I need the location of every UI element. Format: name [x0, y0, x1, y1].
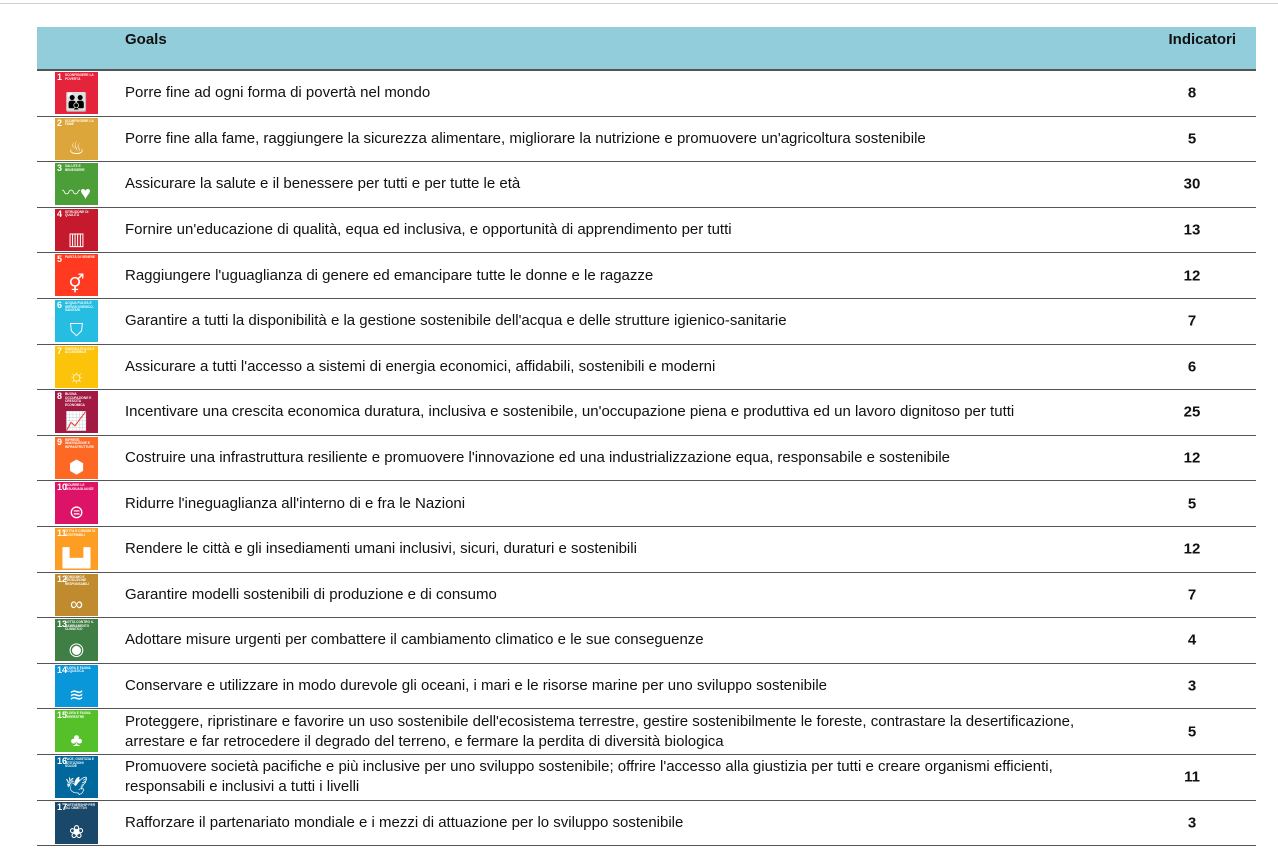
goal-description: Ridurre l'ineguaglianza all'interno di e fra le Nazioni — [125, 494, 466, 512]
table-row — [37, 436, 1256, 482]
dove-icon: 🕊 — [65, 775, 88, 796]
bowl-icon: ♨ — [68, 137, 85, 158]
sdg-icon-label: ENERGIA PULITA E ACCESSIBILE — [65, 346, 95, 355]
sdg-number: 4 — [57, 208, 63, 219]
indicator-count: 3 — [1187, 814, 1197, 832]
tree-icon: ♣ — [70, 730, 83, 751]
sdg-icon-label: PARTNERSHIP PER GLI OBIETTIVI — [65, 802, 95, 811]
sdg-icon-label: ACQUA PULITA E SERVIZI IGIENICO-SANITARI — [65, 300, 94, 313]
indicator-count: 13 — [1183, 221, 1201, 239]
goals-column-header: Goals — [125, 31, 167, 48]
sdg-icon-label: IMPRESE, INNOVAZIONE E INFRASTRUTTURE — [65, 437, 95, 449]
sdg-6-water-icon — [55, 300, 98, 342]
goal-description: Adottare misure urgenti per combattere il cambiamento climatico e le sue conseguenze — [125, 631, 704, 649]
sdg-number: 13 — [57, 619, 68, 630]
table-row — [37, 390, 1256, 436]
indicator-count: 4 — [1187, 631, 1197, 649]
sdg-icon-label: PARITÀ DI GENERE — [65, 255, 96, 260]
sdg-number: 7 — [57, 345, 63, 356]
goal-description: Proteggere, ripristinare e favorire un uso sostenibile dell'ecosistema terrestre, gestire sostenibilmente le foreste, contrastare la desertificazione, arrestare e far retrocedere il degrado del terreno, e fermare la perdita di diversità biologica — [125, 712, 1075, 750]
goal-description: Garantire a tutti la disponibilità e la gestione sostenibile dell'acqua e delle strutture igienico-sanitarie — [125, 312, 787, 330]
indicator-count: 12 — [1183, 449, 1201, 467]
sdg-icon-label: ISTRUZIONE DI QUALITÀ — [65, 209, 89, 218]
table-row — [37, 664, 1256, 710]
sdg-icon-label: CONSUMO E PRODUZIONE RESPONSABILI — [65, 574, 89, 586]
sdg-10-equal-icon — [55, 482, 98, 524]
goal-description: Porre fine alla fame, raggiungere la sicurezza alimentare, migliorare la nutrizione e promuovere un'agricoltura sostenibile — [125, 129, 926, 147]
table-body — [37, 71, 1256, 846]
indicator-count: 11 — [1184, 768, 1200, 786]
sdg-number: 2 — [57, 117, 63, 128]
table-row — [37, 481, 1256, 527]
sdg-icon-label: SCONFIGGERE LA FAME — [65, 118, 94, 127]
table-row — [37, 162, 1256, 208]
growth-chart-icon: 📈 — [65, 411, 88, 432]
book-icon: ▥ — [67, 228, 85, 249]
goal-description: Conservare e utilizzare in modo durevole gli oceani, i mari e le risorse marine per uno sviluppo sostenibile — [125, 677, 828, 695]
indicator-count: 3 — [1187, 677, 1197, 695]
table-row — [37, 527, 1256, 573]
indicator-count: 7 — [1187, 312, 1197, 330]
table-row — [37, 755, 1256, 801]
sdg-8-growth-chart-icon — [55, 391, 98, 433]
sdg-number: 1 — [57, 72, 63, 82]
sdg-14-fish-icon — [55, 665, 98, 707]
sdg-17-flower-rings-icon — [55, 802, 98, 844]
goal-description: Assicurare a tutti l'accesso a sistemi di energia economici, affidabili, sostenibili e moderni — [125, 357, 716, 375]
eye-globe-icon: ◉ — [68, 639, 85, 660]
sdg-11-city-icon — [55, 528, 98, 570]
sdg-icon-label: LOTTA CONTRO IL CAMBIAMENTO CLIMATICO — [65, 620, 94, 632]
sdg-number: 6 — [57, 299, 63, 310]
sdg-7-sun-icon — [55, 346, 98, 388]
goal-description: Rendere le città e gli insediamenti umani inclusivi, sicuri, duraturi e sostenibili — [125, 540, 637, 558]
sdg-4-book-icon — [55, 209, 98, 251]
table-header — [37, 27, 1256, 71]
sdg-number: 5 — [57, 254, 63, 265]
gender-icon: ⚥ — [68, 274, 85, 295]
sdg-icon-label: PACE, GIUSTIZIA E ISTITUZIONI SOLIDE — [65, 756, 95, 769]
top-divider — [0, 3, 1278, 4]
sdg-9-cubes-icon — [55, 437, 98, 479]
cubes-icon: ⬢ — [68, 456, 85, 477]
table-row — [37, 71, 1256, 117]
indicator-count: 5 — [1187, 130, 1197, 148]
equal-icon: ⊜ — [68, 502, 85, 523]
indicator-count: 8 — [1187, 84, 1197, 102]
goal-description: Fornire un'educazione di qualità, equa ed inclusiva, e opportunità di apprendimento per tutti — [125, 221, 732, 239]
sdg-icon-label: FLORA E FAUNA TERRESTRE — [65, 711, 91, 719]
table-row — [37, 117, 1256, 163]
goal-description: Garantire modelli sostenibili di produzione e di consumo — [125, 585, 497, 603]
indicator-count: 25 — [1183, 403, 1201, 421]
indicator-count: 12 — [1183, 267, 1201, 285]
sdg-15-tree-icon — [55, 710, 98, 752]
indicator-count: 5 — [1187, 723, 1197, 741]
sdg-number: 15 — [57, 710, 68, 721]
indicators-column-header: Indicatori — [1168, 31, 1236, 48]
goal-description: Raggiungere l'uguaglianza di genere ed emancipare tutte le donne e le ragazze — [125, 266, 654, 284]
sdg-goals-table — [37, 27, 1256, 846]
sdg-number: 3 — [57, 163, 63, 174]
sdg-number: 17 — [57, 801, 68, 812]
table-row — [37, 208, 1256, 254]
goal-description: Porre fine ad ogni forma di povertà nel mondo — [125, 84, 431, 102]
sdg-icon-label: RIDURRE LE DISUGUAGLIANZE — [65, 483, 94, 491]
sdg-number: 12 — [57, 573, 68, 584]
table-row — [37, 709, 1256, 755]
sdg-16-dove-icon — [55, 756, 98, 798]
sdg-number: 16 — [57, 755, 68, 766]
heartbeat-icon: 〰♥ — [62, 183, 91, 204]
table-row — [37, 801, 1256, 847]
people-icon: 👪 — [65, 92, 88, 112]
table-row — [37, 618, 1256, 664]
indicator-count: 6 — [1187, 358, 1197, 376]
sdg-1-people-icon — [55, 72, 98, 114]
sdg-icon-label: SALUTE E BENESSERE — [65, 164, 85, 172]
indicator-count: 5 — [1187, 495, 1197, 513]
water-icon: ⛉ — [69, 319, 84, 340]
infinity-icon: ∞ — [70, 593, 83, 614]
indicator-count: 12 — [1183, 540, 1201, 558]
sdg-number: 11 — [57, 527, 67, 538]
indicator-count: 30 — [1183, 175, 1201, 193]
sdg-number: 10 — [57, 482, 68, 493]
sdg-icon-label: CITTÀ E COMUNITÀ SOSTENIBILI — [65, 528, 96, 537]
sun-icon: ☼ — [68, 365, 85, 386]
indicator-count: 7 — [1187, 586, 1197, 604]
sdg-5-gender-icon — [55, 254, 98, 296]
goal-description: Rafforzare il partenariato mondiale e i mezzi di attuazione per lo sviluppo sostenibile — [125, 813, 684, 831]
table-row — [37, 345, 1256, 391]
sdg-icon-label: SCONFIGGERE LA POVERTÀ — [65, 73, 94, 81]
city-icon: ▙▟ — [62, 547, 91, 568]
goal-description: Promuovere società pacifiche e più inclusive per uno sviluppo sostenibile; offrire l'accesso alla giustizia per tutti e creare organismi efficienti, responsabili e inclusivi a tutti i livelli — [125, 758, 1053, 796]
sdg-13-eye-globe-icon — [55, 619, 98, 661]
sdg-number: 9 — [57, 436, 63, 447]
sdg-number: 14 — [57, 664, 68, 675]
table-row — [37, 253, 1256, 299]
fish-icon: ≋ — [68, 684, 85, 705]
goal-description: Assicurare la salute e il benessere per tutti e per tutte le età — [125, 175, 521, 193]
flower-rings-icon: ❀ — [68, 821, 85, 842]
sdg-icon-label: FLORA E FAUNA ACQUATICA — [65, 665, 91, 674]
sdg-icon-label: BUONA OCCUPAZIONE E CRESCITA ECONOMICA — [65, 392, 92, 407]
goal-description: Incentivare una crescita economica duratura, inclusiva e sostenibile, un'occupazione piena e produttiva ed un lavoro dignitoso per tutti — [125, 403, 1015, 421]
goal-description: Costruire una infrastruttura resiliente e promuovere l'innovazione ed una industrializzazione equa, responsabile e sostenibile — [125, 449, 951, 467]
sdg-2-bowl-icon — [55, 118, 98, 160]
table-row — [37, 299, 1256, 345]
sdg-12-infinity-icon — [55, 574, 98, 616]
sdg-3-heartbeat-icon — [55, 163, 98, 205]
table-row — [37, 573, 1256, 619]
sdg-number: 8 — [57, 391, 63, 402]
